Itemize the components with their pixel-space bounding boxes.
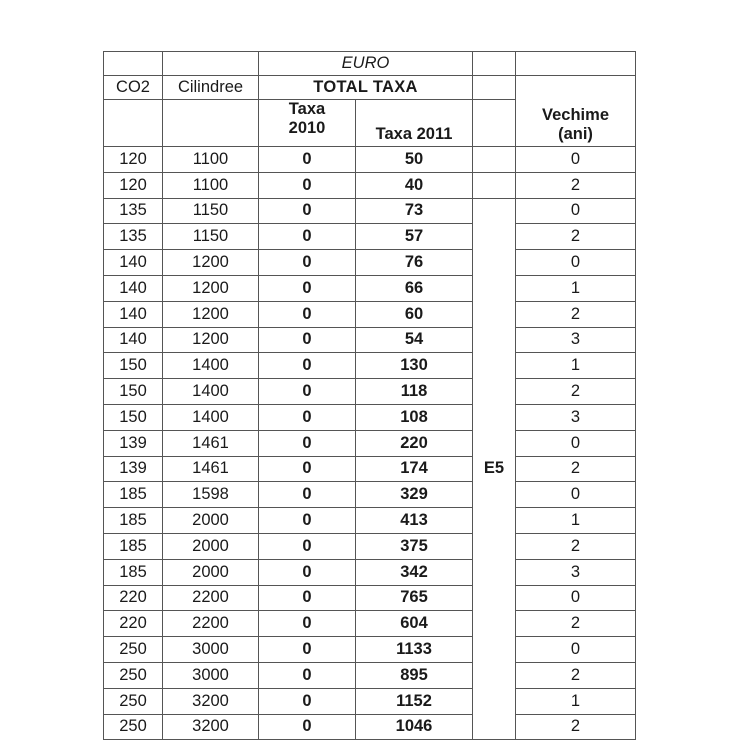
vechime-cell[interactable]: 2 [516,662,636,688]
vechime-cell[interactable]: 1 [516,508,636,534]
taxa-2010-cell[interactable]: 0 [259,147,356,173]
vechime-cell[interactable]: 1 [516,353,636,379]
table-row [104,559,636,585]
vechime-cell[interactable]: 2 [516,533,636,559]
co2-cell[interactable]: 220 [104,585,163,611]
table-row [104,172,636,198]
header-row-euro [104,52,636,76]
co2-cell[interactable]: 185 [104,533,163,559]
vechime-cell[interactable]: 0 [516,585,636,611]
vechime-cell[interactable]: 0 [516,430,636,456]
taxa-2011-cell[interactable]: 54 [356,327,473,353]
cilindree-cell[interactable]: 1200 [163,301,259,327]
vechime-cell[interactable]: 2 [516,714,636,740]
taxa-2011-cell[interactable]: 40 [356,172,473,198]
taxa-2011-cell[interactable]: 220 [356,430,473,456]
cilindree-cell[interactable]: 3200 [163,688,259,714]
vechime-cell[interactable]: 2 [516,301,636,327]
taxa-2011-cell[interactable]: 1152 [356,688,473,714]
table-row [104,250,636,276]
vechime-cell[interactable]: 2 [516,224,636,250]
cilindree-cell[interactable]: 1461 [163,430,259,456]
table-row [104,688,636,714]
taxa-2010-cell[interactable]: 0 [259,637,356,663]
table-row [104,275,636,301]
vechime-cell[interactable]: 0 [516,250,636,276]
co2-cell[interactable]: 140 [104,327,163,353]
taxa-2011-cell[interactable]: 342 [356,559,473,585]
taxa-2010-cell[interactable]: 0 [259,533,356,559]
cilindree-cell[interactable]: 1461 [163,456,259,482]
vechime-cell[interactable]: 2 [516,456,636,482]
taxa-2010-cell[interactable]: 0 [259,172,356,198]
cilindree-cell[interactable]: 2000 [163,533,259,559]
cilindree-cell[interactable]: 2200 [163,585,259,611]
table-row [104,482,636,508]
co2-cell[interactable]: 120 [104,147,163,173]
taxa-2011-cell[interactable]: 174 [356,456,473,482]
taxa-2010-cell[interactable]: 0 [259,482,356,508]
euro-class-merged-cell[interactable]: E5 [473,198,516,740]
taxa-2010-cell[interactable]: 0 [259,250,356,276]
header-cell-empty[interactable] [163,52,259,76]
co2-cell[interactable]: 139 [104,456,163,482]
co2-cell[interactable]: 150 [104,353,163,379]
taxa-2010-cell[interactable]: 0 [259,508,356,534]
taxa-2010-cell[interactable]: 0 [259,430,356,456]
euro-class-cell-empty[interactable] [473,147,516,173]
vechime-cell[interactable]: 3 [516,327,636,353]
cilindree-cell[interactable]: 1200 [163,275,259,301]
taxa-2010-cell[interactable]: 0 [259,688,356,714]
cilindree-cell[interactable]: 1150 [163,224,259,250]
taxa-2010-cell[interactable]: 0 [259,301,356,327]
taxa-2011-cell[interactable]: 66 [356,275,473,301]
taxa-2010-cell[interactable]: 0 [259,275,356,301]
taxa-2010-header-line2: 2010 [288,119,326,137]
table-row [104,662,636,688]
header-cell-empty[interactable] [473,76,516,100]
vechime-header-line1: Vechime [542,106,609,124]
table-row [104,379,636,405]
vechime-cell[interactable]: 0 [516,198,636,224]
header-cell-empty[interactable] [516,52,636,76]
taxa-2011-cell[interactable]: 118 [356,379,473,405]
header-row-labels [104,76,636,100]
co2-cell[interactable]: 185 [104,559,163,585]
table-row [104,585,636,611]
cilindree-cell[interactable]: 1100 [163,172,259,198]
taxa-2011-cell[interactable]: 329 [356,482,473,508]
vechime-cell[interactable]: 0 [516,637,636,663]
cilindree-cell[interactable]: 3200 [163,714,259,740]
taxa-2011-cell[interactable]: 1133 [356,637,473,663]
table-row [104,456,636,482]
co2-cell[interactable]: 140 [104,275,163,301]
vechime-cell[interactable]: 0 [516,482,636,508]
taxa-2010-header-cell[interactable] [259,100,356,147]
cilindree-cell[interactable]: 1400 [163,404,259,430]
header-cell-empty[interactable] [104,100,163,147]
euro-class-cell-empty[interactable] [473,172,516,198]
taxa-2010-cell[interactable]: 0 [259,327,356,353]
vechime-cell[interactable]: 3 [516,404,636,430]
vechime-header-cell[interactable] [516,76,636,147]
vechime-cell[interactable]: 2 [516,172,636,198]
vechime-cell[interactable]: 0 [516,147,636,173]
taxa-2011-cell[interactable]: 413 [356,508,473,534]
cilindree-cell[interactable]: 1200 [163,250,259,276]
cilindree-cell[interactable]: 3000 [163,637,259,663]
table-row [104,508,636,534]
cilindree-cell[interactable]: 1598 [163,482,259,508]
vechime-cell[interactable]: 1 [516,275,636,301]
co2-cell[interactable]: 140 [104,250,163,276]
taxa-2010-header-line1: Taxa [288,100,326,118]
taxa-2011-cell[interactable]: 130 [356,353,473,379]
vechime-cell[interactable]: 1 [516,688,636,714]
co2-cell[interactable]: 250 [104,688,163,714]
taxa-2010-cell[interactable]: 0 [259,379,356,405]
table-row [104,327,636,353]
co2-cell[interactable]: 185 [104,482,163,508]
table-row [104,533,636,559]
cilindree-cell[interactable]: 1400 [163,379,259,405]
cilindree-cell[interactable]: 2000 [163,559,259,585]
table-row [104,637,636,663]
taxa-2011-cell[interactable]: 1046 [356,714,473,740]
taxa-2011-header-cell[interactable]: Taxa 2011 [356,100,473,147]
table-row [104,147,636,173]
cilindree-cell[interactable]: 1150 [163,198,259,224]
co2-cell[interactable]: 135 [104,224,163,250]
taxa-2011-cell[interactable]: 76 [356,250,473,276]
co2-cell[interactable]: 150 [104,379,163,405]
co2-cell[interactable]: 250 [104,714,163,740]
taxa-2010-cell[interactable]: 0 [259,611,356,637]
cilindree-cell[interactable]: 2000 [163,508,259,534]
taxa-2010-cell[interactable]: 0 [259,224,356,250]
taxa-2010-cell[interactable]: 0 [259,662,356,688]
cilindree-cell[interactable]: 1100 [163,147,259,173]
euro-header-cell[interactable]: EURO [259,52,473,76]
total-taxa-header-cell[interactable]: TOTAL TAXA [259,76,473,100]
co2-cell[interactable]: 185 [104,508,163,534]
co2-cell[interactable]: 250 [104,662,163,688]
taxa-2010-cell[interactable]: 0 [259,714,356,740]
taxa-2011-cell[interactable]: 50 [356,147,473,173]
cilindree-cell[interactable]: 1200 [163,327,259,353]
table-row [104,301,636,327]
co2-cell[interactable]: 220 [104,611,163,637]
co2-cell[interactable]: 150 [104,404,163,430]
taxa-2010-cell[interactable]: 0 [259,353,356,379]
spreadsheet-sheet [103,51,635,740]
table-row [104,353,636,379]
co2-cell[interactable]: 135 [104,198,163,224]
cilindree-cell[interactable]: 1400 [163,353,259,379]
co2-cell[interactable]: 140 [104,301,163,327]
taxa-2011-cell[interactable]: 375 [356,533,473,559]
co2-cell[interactable]: 139 [104,430,163,456]
header-cell-empty[interactable] [473,100,516,147]
tax-table-body [104,52,636,740]
taxa-2011-cell[interactable]: 604 [356,611,473,637]
co2-header-cell[interactable]: CO2 [104,76,163,100]
taxa-2011-cell[interactable]: 60 [356,301,473,327]
table-row [104,198,636,224]
vechime-cell[interactable]: 2 [516,379,636,405]
taxa-2011-cell[interactable]: 765 [356,585,473,611]
header-cell-empty[interactable] [163,100,259,147]
table-row [104,611,636,637]
taxa-2011-cell[interactable]: 57 [356,224,473,250]
cilindree-cell[interactable]: 2200 [163,611,259,637]
table-row [104,714,636,740]
header-cell-empty[interactable] [104,52,163,76]
taxa-2011-cell[interactable]: 73 [356,198,473,224]
vechime-cell[interactable]: 3 [516,559,636,585]
taxa-2010-cell[interactable]: 0 [259,559,356,585]
co2-cell[interactable]: 120 [104,172,163,198]
taxa-2010-cell[interactable]: 0 [259,585,356,611]
table-row [104,224,636,250]
cilindree-cell[interactable]: 3000 [163,662,259,688]
taxa-2011-cell[interactable]: 895 [356,662,473,688]
table-row [104,430,636,456]
cilindree-header-cell[interactable]: Cilindree [163,76,259,100]
taxa-2010-cell[interactable]: 0 [259,404,356,430]
vechime-header-line2: (ani) [558,125,593,143]
taxa-2010-cell[interactable]: 0 [259,198,356,224]
tax-table [103,51,636,740]
vechime-cell[interactable]: 2 [516,611,636,637]
taxa-2010-cell[interactable]: 0 [259,456,356,482]
table-row [104,404,636,430]
co2-cell[interactable]: 250 [104,637,163,663]
taxa-2011-cell[interactable]: 108 [356,404,473,430]
header-cell-empty[interactable] [473,52,516,76]
